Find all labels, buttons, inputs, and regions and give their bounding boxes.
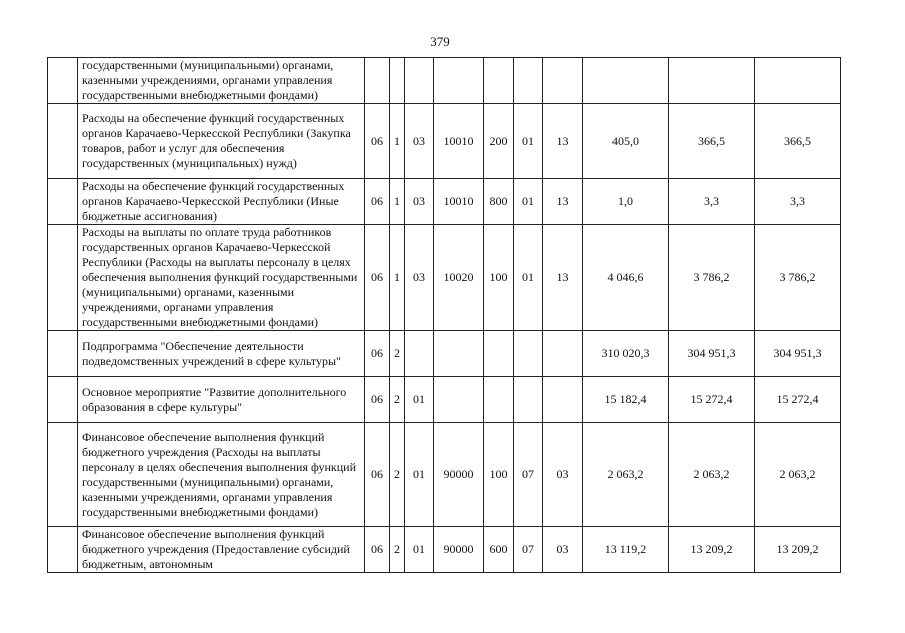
expense-name-cell: Основное мероприятие "Развитие дополнительного образования в сфере культуры" [78,377,365,423]
code-ministry-cell [365,58,390,104]
amount-cell-3: 2 063,2 [755,423,841,527]
code-section-cell [514,58,543,104]
amount-cell-1: 1,0 [583,179,669,225]
code-ministry-cell: 06 [365,377,390,423]
amount-cell-3: 3,3 [755,179,841,225]
code-subsection-cell: 03 [543,527,583,573]
amount-cell-1: 13 119,2 [583,527,669,573]
code-subsection-cell: 13 [543,104,583,179]
amount-cell-3 [755,58,841,104]
table-row [48,58,841,104]
code-section-cell: 01 [514,225,543,331]
code-ministry-cell: 06 [365,423,390,527]
code-subsection-cell: 13 [543,179,583,225]
code-direction-cell [434,331,484,377]
code-expense-type-cell: 200 [484,104,514,179]
code-section-cell [514,331,543,377]
code-direction-cell: 90000 [434,423,484,527]
code-activity-cell [405,331,434,377]
row-index-cell [48,527,78,573]
amount-cell-3: 366,5 [755,104,841,179]
table-row [48,331,841,377]
table-row [48,179,841,225]
table-row [48,527,841,573]
amount-cell-2: 2 063,2 [669,423,755,527]
amount-cell-1: 405,0 [583,104,669,179]
expense-name-cell: Подпрограмма "Обеспечение деятельности подведомственных учреждений в сфере культуры" [78,331,365,377]
code-expense-type-cell: 100 [484,423,514,527]
table-row [48,377,841,423]
code-direction-cell [434,377,484,423]
code-expense-type-cell [484,331,514,377]
code-direction-cell [434,58,484,104]
code-program-cell: 2 [390,527,405,573]
page-number: 379 [430,34,450,49]
code-program-cell: 1 [390,225,405,331]
amount-cell-3: 3 786,2 [755,225,841,331]
row-index-cell [48,423,78,527]
amount-cell-1: 2 063,2 [583,423,669,527]
code-ministry-cell: 06 [365,179,390,225]
amount-cell-2: 304 951,3 [669,331,755,377]
table-row [48,423,841,527]
row-index-cell [48,58,78,104]
code-expense-type-cell [484,58,514,104]
code-direction-cell: 10010 [434,179,484,225]
table-row [48,225,841,331]
code-expense-type-cell: 600 [484,527,514,573]
amount-cell-1 [583,58,669,104]
code-activity-cell: 01 [405,377,434,423]
code-program-cell: 2 [390,377,405,423]
code-section-cell: 07 [514,423,543,527]
expense-name-cell: Финансовое обеспечение выполнения функций бюджетного учреждения (Предоставление субсидий бюджетным, автономным [78,527,365,573]
code-subsection-cell [543,331,583,377]
expense-name-cell: Финансовое обеспечение выполнения функций бюджетного учреждения (Расходы на выплаты персоналу в целях обеспечения выполнения функций государственными (муниципальными) органами, казенными учреждениями, органами управления государственными внебюджетными фондами) [78,423,365,527]
row-index-cell [48,104,78,179]
code-activity-cell: 01 [405,527,434,573]
code-expense-type-cell: 100 [484,225,514,331]
code-ministry-cell: 06 [365,527,390,573]
row-index-cell [48,225,78,331]
code-ministry-cell: 06 [365,331,390,377]
code-subsection-cell: 03 [543,423,583,527]
amount-cell-2: 15 272,4 [669,377,755,423]
code-activity-cell: 03 [405,104,434,179]
amount-cell-3: 15 272,4 [755,377,841,423]
code-expense-type-cell: 800 [484,179,514,225]
code-direction-cell: 10020 [434,225,484,331]
code-section-cell: 07 [514,527,543,573]
code-activity-cell: 03 [405,225,434,331]
code-expense-type-cell [484,377,514,423]
code-activity-cell [405,58,434,104]
code-program-cell: 1 [390,104,405,179]
code-activity-cell: 01 [405,423,434,527]
code-program-cell: 1 [390,179,405,225]
expense-name-cell: Расходы на обеспечение функций государственных органов Карачаево-Черкесской Республики (Иные бюджетные ассигнования) [78,179,365,225]
code-direction-cell: 90000 [434,527,484,573]
code-program-cell [390,58,405,104]
row-index-cell [48,377,78,423]
code-direction-cell: 10010 [434,104,484,179]
amount-cell-2 [669,58,755,104]
amount-cell-2: 3 786,2 [669,225,755,331]
amount-cell-1: 15 182,4 [583,377,669,423]
code-program-cell: 2 [390,423,405,527]
expense-name-cell: Расходы на выплаты по оплате труда работников государственных органов Карачаево-Черкесской Республики (Расходы на выплаты персоналу в целях обеспечения выполнения функций государственными (муниципальными) органами, казенными учреждениями, органами управления государственными внебюджетными фондами) [78,225,365,331]
code-ministry-cell: 06 [365,104,390,179]
table-row [48,104,841,179]
code-subsection-cell [543,377,583,423]
code-section-cell: 01 [514,104,543,179]
amount-cell-3: 13 209,2 [755,527,841,573]
code-ministry-cell: 06 [365,225,390,331]
budget-table [47,57,841,573]
code-activity-cell: 03 [405,179,434,225]
code-section-cell [514,377,543,423]
code-program-cell: 2 [390,331,405,377]
amount-cell-1: 310 020,3 [583,331,669,377]
row-index-cell [48,331,78,377]
amount-cell-2: 13 209,2 [669,527,755,573]
amount-cell-3: 304 951,3 [755,331,841,377]
expense-name-cell: Расходы на обеспечение функций государственных органов Карачаево-Черкесской Республики (Закупка товаров, работ и услуг для обеспечения государственных (муниципальных) нужд) [78,104,365,179]
amount-cell-1: 4 046,6 [583,225,669,331]
expense-name-cell: государственными (муниципальными) органами, казенными учреждениями, органами управления государственными внебюджетными фондами) [78,58,365,104]
amount-cell-2: 3,3 [669,179,755,225]
code-subsection-cell: 13 [543,225,583,331]
code-subsection-cell [543,58,583,104]
code-section-cell: 01 [514,179,543,225]
amount-cell-2: 366,5 [669,104,755,179]
row-index-cell [48,179,78,225]
